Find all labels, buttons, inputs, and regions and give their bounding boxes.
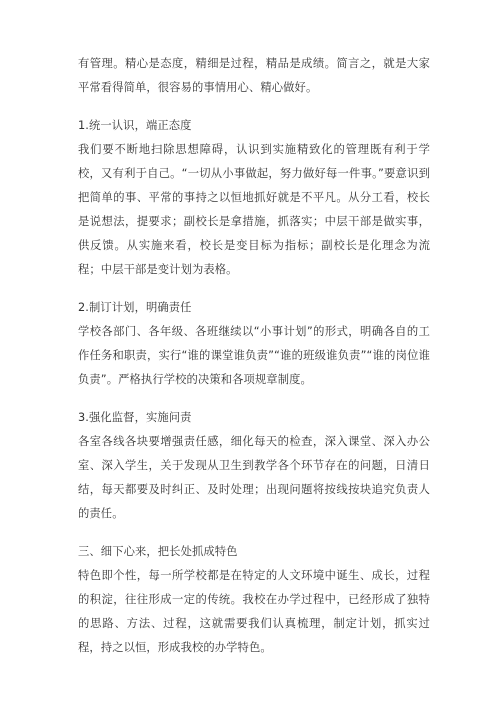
- paragraph-section-3: 各室各线各块要增强责任感，细化每天的检查，深入课堂、深入办公室、深入学生，关于发现从卫生到教学各个环节存在的问题，日清日结，每天都要及时纠正、及时处理；出现问题将按线按块追究负责人的责任。: [78, 435, 430, 520]
- paragraph-chapter-3: 特色即个性，每一所学校都是在特定的人文环境中诞生、成长，过程的积淀，往往形成一定的传统。我校在办学过程中，已经形成了独特的思路、方法、过程，这就需要我们认真梳理，制定计划，抓实过程，持之以恒，形成我校的办学特色。: [78, 569, 430, 654]
- paragraph-intro: 有管理。精心是态度，精细是过程，精品是成绩。简言之，就是大家平常看得简单，很容易的事情用心、精心做好。: [78, 57, 430, 94]
- section-heading-2: 2.制订计划，明确责任: [78, 301, 192, 314]
- document-body: [78, 52, 430, 660]
- paragraph-section-1: 我们要不断地扫除思想障碍，认识到实施精致化的管理既有利于学校，又有利于自己。“一切从小事做起，努力做好每一件事。”要意识到把简单的事、平常的事持之以恒地抓好就是不平凡。从分工看，校长是说想法，提要求；副校长是拿措施，抓落实；中层干部是做实事，供反馈。从实施来看，校长是变目标为指标；副校长是化理念为流程；中层干部是变计划为表格。: [78, 143, 430, 276]
- section-heading-1: 1.统一认识，端正态度: [78, 119, 192, 132]
- chapter-heading-3: 三、细下心来，把长处抓成特色: [78, 545, 238, 558]
- paragraph-section-2: 学校各部门、各年级、各班继续以“小事计划”的形式，明确各自的工作任务和职责，实行“谁的课堂谁负责”“谁的班级谁负责”“谁的岗位谁负责”。严格执行学校的决策和各项规章制度。: [78, 325, 430, 386]
- section-heading-3: 3.强化监督，实施问责: [78, 411, 192, 424]
